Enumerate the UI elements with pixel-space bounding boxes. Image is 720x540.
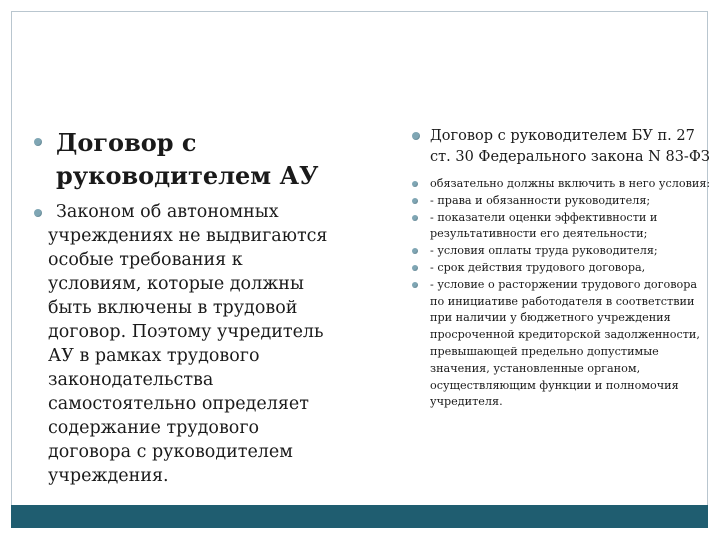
round-bullet-icon: [412, 248, 418, 254]
round-bullet-icon: [412, 282, 418, 288]
round-bullet-icon: [34, 209, 42, 217]
round-bullet-icon: [412, 132, 420, 140]
left-column: [34, 126, 334, 488]
round-bullet-icon: [412, 215, 418, 221]
bottom-bar: [11, 505, 708, 528]
left-body-content: Законом об автономных учреждениях не выдвигаются особые требования к условиям, которые должны быть включены в трудовой договор. Поэтому учредитель АУ в рамках трудового законодательства самостоятельно определяет содержание трудового договора с руководителем учреждения.: [48, 202, 328, 486]
list-item-text: - срок действия трудового договора,: [430, 260, 646, 274]
round-bullet-icon: [412, 181, 418, 187]
round-bullet-icon: [34, 138, 42, 146]
list-item-text: - права и обязанности руководителя;: [430, 193, 651, 207]
left-body-text: [34, 200, 334, 488]
list-item-text: - условие о расторжении трудового договора по инициативе работодателя в соответствии при наличии у бюджетного учреждения просроченной кредиторской задолженности, превышающей предельно допустимые значения, установленные органом, осуществляющим функции и полномочия учредителя.: [430, 277, 700, 409]
left-heading-line1: Договор с: [56, 128, 197, 157]
left-heading: [34, 126, 334, 192]
left-heading-line2: руководителем АУ: [56, 161, 319, 190]
list-item-text: - показатели оценки эффективности и результативности его деятельности;: [430, 210, 658, 241]
right-list: [412, 176, 712, 411]
list-item: [412, 277, 712, 411]
list-item: [412, 243, 712, 260]
list-item: [412, 260, 712, 277]
right-heading-row: [412, 126, 712, 168]
right-column: [412, 126, 712, 411]
left-body-row: [34, 200, 334, 488]
list-item: [412, 176, 712, 193]
round-bullet-icon: [412, 198, 418, 204]
list-item: [412, 193, 712, 210]
left-heading-row: [34, 126, 334, 192]
list-item-text: обязательно должны включить в него условия:: [430, 177, 711, 190]
round-bullet-icon: [412, 265, 418, 271]
right-heading: Договор с руководителем БУ п. 27 ст. 30 Федерального закона N 83-ФЗ: [430, 128, 710, 165]
list-item: [412, 210, 712, 244]
list-item-text: - условия оплаты труда руководителя;: [430, 244, 658, 258]
